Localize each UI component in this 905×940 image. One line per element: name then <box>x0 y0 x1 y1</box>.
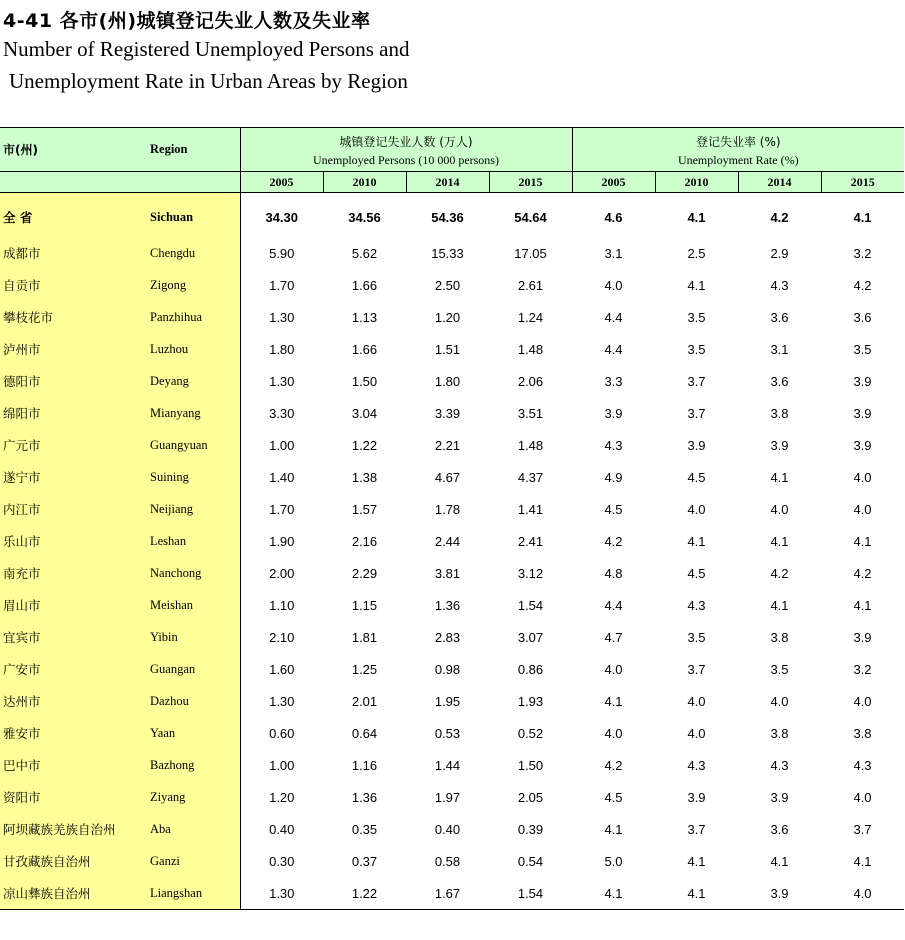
persons-value-2014: 1.80 <box>434 373 461 389</box>
persons-value-2014: 2.50 <box>434 277 461 293</box>
region-name-cn: 泸州市 <box>0 333 137 365</box>
table-row <box>0 781 904 813</box>
rate-value-2015: 3.6 <box>853 309 872 325</box>
rate-value-2010: 2.5 <box>687 245 706 261</box>
region-name-en: Leshan <box>137 525 240 557</box>
table-row <box>0 461 904 493</box>
persons-value-2010: 2.16 <box>351 533 378 549</box>
persons-value-2005: 1.30 <box>269 693 295 709</box>
region-name-cn: 全 省 <box>0 193 137 238</box>
rate-value-2010: 3.5 <box>687 309 706 325</box>
rate-value-2005: 4.4 <box>604 597 623 613</box>
rate-value-2014: 3.6 <box>770 309 789 325</box>
rate-value-2014: 3.9 <box>770 437 789 453</box>
header-year-rate-2015: 2015 <box>821 172 904 193</box>
header-year-persons-2014: 2014 <box>406 172 489 193</box>
rate-value-2005: 4.1 <box>604 693 623 709</box>
rate-value-2014: 3.6 <box>770 821 789 837</box>
persons-value-2010: 1.66 <box>351 277 378 293</box>
rate-value-2015: 4.1 <box>853 853 872 869</box>
persons-value-2005: 1.60 <box>269 661 295 677</box>
persons-value-2014: 1.20 <box>434 309 461 325</box>
rate-value-2015: 3.9 <box>853 629 872 645</box>
rate-value-2005: 4.4 <box>604 309 623 325</box>
persons-value-2015: 1.24 <box>517 309 544 325</box>
unemployment-table <box>0 127 904 910</box>
region-name-cn: 乐山市 <box>0 525 137 557</box>
region-name-cn: 自贡市 <box>0 269 137 301</box>
rate-value-2010: 3.7 <box>687 821 706 837</box>
region-name-cn: 南充市 <box>0 557 137 589</box>
rate-value-2010: 4.1 <box>687 209 706 225</box>
region-name-cn: 德阳市 <box>0 365 137 397</box>
persons-value-2014: 0.98 <box>434 661 461 677</box>
rate-value-2010: 3.9 <box>687 437 706 453</box>
persons-value-2015: 1.50 <box>517 757 544 773</box>
persons-value-2010: 1.13 <box>351 309 378 325</box>
rate-value-2014: 4.0 <box>770 693 789 709</box>
rate-value-2015: 4.1 <box>853 597 872 613</box>
table-row-total <box>0 193 904 238</box>
rate-value-2014: 4.1 <box>770 853 789 869</box>
rate-value-2005: 4.2 <box>604 757 623 773</box>
persons-value-2015: 4.37 <box>517 469 544 485</box>
header-year-rate-2010: 2010 <box>655 172 738 193</box>
rate-value-2010: 4.0 <box>687 501 706 517</box>
persons-value-2005: 0.30 <box>269 853 295 869</box>
header-persons-group-cn: 城镇登记失业人数 (万人) <box>240 128 572 151</box>
rate-value-2015: 4.0 <box>853 693 872 709</box>
rate-value-2005: 4.9 <box>604 469 623 485</box>
table-row <box>0 685 904 717</box>
table-header <box>0 128 904 193</box>
persons-value-2005: 1.00 <box>269 757 295 773</box>
region-name-en: Panzhihua <box>137 301 240 333</box>
persons-value-2015: 2.41 <box>517 533 544 549</box>
table-row <box>0 589 904 621</box>
rate-value-2005: 4.4 <box>604 341 623 357</box>
persons-value-2005: 1.80 <box>269 341 295 357</box>
persons-value-2010: 5.62 <box>351 245 378 261</box>
persons-value-2014: 1.44 <box>434 757 461 773</box>
persons-value-2014: 4.67 <box>434 469 461 485</box>
table-row <box>0 749 904 781</box>
region-name-cn: 遂宁市 <box>0 461 137 493</box>
persons-value-2014: 0.58 <box>434 853 461 869</box>
persons-value-2014: 15.33 <box>431 245 464 261</box>
rate-value-2015: 4.0 <box>853 789 872 805</box>
rate-value-2005: 3.9 <box>604 405 623 421</box>
persons-value-2015: 1.54 <box>517 597 544 613</box>
rate-value-2014: 3.8 <box>770 725 789 741</box>
header-region-cn: 市(州) <box>0 128 137 172</box>
rate-value-2014: 4.2 <box>770 565 789 581</box>
rate-value-2005: 4.2 <box>604 533 623 549</box>
region-name-cn: 广安市 <box>0 653 137 685</box>
persons-value-2005: 1.70 <box>269 501 295 517</box>
region-name-cn: 雅安市 <box>0 717 137 749</box>
region-name-en: Yibin <box>137 621 240 653</box>
rate-value-2015: 3.8 <box>853 725 872 741</box>
persons-value-2010: 1.81 <box>351 629 378 645</box>
persons-value-2005: 0.40 <box>269 821 295 837</box>
rate-value-2005: 4.7 <box>604 629 623 645</box>
persons-value-2005: 1.30 <box>240 877 323 910</box>
persons-value-2010: 2.01 <box>351 693 378 709</box>
region-name-cn: 资阳市 <box>0 781 137 813</box>
rate-value-2005: 4.0 <box>604 277 623 293</box>
persons-value-2015: 2.06 <box>517 373 544 389</box>
header-year-persons-2005: 2005 <box>240 172 323 193</box>
table-row <box>0 429 904 461</box>
rate-value-2005: 3.1 <box>604 245 623 261</box>
region-name-cn: 宜宾市 <box>0 621 137 653</box>
region-name-cn: 内江市 <box>0 493 137 525</box>
persons-value-2014: 1.95 <box>434 693 461 709</box>
table-row <box>0 301 904 333</box>
persons-value-2005: 2.00 <box>269 565 295 581</box>
rate-value-2010: 3.7 <box>687 405 706 421</box>
rate-value-2015: 4.1 <box>853 209 872 225</box>
table-row <box>0 813 904 845</box>
region-name-en: Sichuan <box>137 193 240 238</box>
header-persons-group-en: Unemployed Persons (10 000 persons) <box>240 150 572 172</box>
persons-value-2010: 1.22 <box>323 877 406 910</box>
rate-value-2015: 4.2 <box>853 565 872 581</box>
rate-value-2015: 3.5 <box>853 341 872 357</box>
region-name-en: Guangyuan <box>137 429 240 461</box>
rate-value-2010: 3.9 <box>687 789 706 805</box>
region-name-en: Ganzi <box>137 845 240 877</box>
rate-value-2015: 3.9 <box>853 405 872 421</box>
region-name-en: Yaan <box>137 717 240 749</box>
rate-value-2014: 3.6 <box>770 373 789 389</box>
persons-value-2014: 1.67 <box>406 877 489 910</box>
persons-value-2014: 1.97 <box>434 789 461 805</box>
region-name-en: Bazhong <box>137 749 240 781</box>
persons-value-2005: 34.30 <box>265 209 299 225</box>
table-row <box>0 397 904 429</box>
rate-value-2005: 4.1 <box>604 821 623 837</box>
table-body <box>0 193 904 910</box>
rate-value-2005: 4.5 <box>604 789 623 805</box>
region-name-cn: 成都市 <box>0 237 137 269</box>
persons-value-2014: 2.44 <box>434 533 461 549</box>
rate-value-2014: 3.8 <box>770 405 789 421</box>
rate-value-2005: 4.3 <box>604 437 623 453</box>
persons-value-2014: 54.36 <box>431 209 464 225</box>
persons-value-2015: 3.12 <box>517 565 544 581</box>
persons-value-2010: 1.38 <box>351 469 378 485</box>
persons-value-2014: 1.36 <box>434 597 461 613</box>
rate-value-2005: 4.5 <box>604 501 623 517</box>
table-row <box>0 557 904 589</box>
rate-value-2005: 4.0 <box>604 725 623 741</box>
rate-value-2010: 4.0 <box>687 693 706 709</box>
rate-value-2010: 4.3 <box>687 757 706 773</box>
persons-value-2005: 1.40 <box>269 469 295 485</box>
rate-value-2010: 4.5 <box>687 469 706 485</box>
persons-value-2005: 5.90 <box>269 245 295 261</box>
persons-value-2010: 1.22 <box>351 437 378 453</box>
rate-value-2005: 5.0 <box>604 853 623 869</box>
persons-value-2015: 3.51 <box>517 405 544 421</box>
region-name-en: Ziyang <box>137 781 240 813</box>
region-name-en: Guangan <box>137 653 240 685</box>
region-name-en: Suining <box>137 461 240 493</box>
rate-value-2005: 4.8 <box>604 565 623 581</box>
rate-value-2005: 4.0 <box>604 661 623 677</box>
header-year-rate-2014: 2014 <box>738 172 821 193</box>
rate-value-2010: 4.1 <box>655 877 738 910</box>
rate-value-2010: 3.5 <box>687 629 706 645</box>
region-name-cn: 阿坝藏族羌族自治州 <box>0 813 137 845</box>
rate-value-2010: 3.7 <box>687 661 706 677</box>
persons-value-2015: 3.07 <box>517 629 544 645</box>
persons-value-2005: 1.70 <box>269 277 295 293</box>
persons-value-2015: 54.64 <box>514 209 547 225</box>
persons-value-2010: 2.29 <box>351 565 378 581</box>
persons-value-2015: 1.41 <box>517 501 544 517</box>
region-name-en: Deyang <box>137 365 240 397</box>
rate-value-2014: 3.8 <box>770 629 789 645</box>
table-row <box>0 845 904 877</box>
rate-value-2014: 4.3 <box>770 277 789 293</box>
persons-value-2005: 2.10 <box>269 629 295 645</box>
persons-value-2005: 1.00 <box>269 437 295 453</box>
rate-value-2014: 4.2 <box>770 209 789 225</box>
table-row <box>0 653 904 685</box>
table-row <box>0 525 904 557</box>
persons-value-2005: 1.30 <box>269 373 295 389</box>
region-name-en: Mianyang <box>137 397 240 429</box>
persons-value-2015: 0.86 <box>517 661 544 677</box>
rate-value-2014: 4.1 <box>770 469 789 485</box>
header-blank-cn <box>0 172 137 193</box>
header-years-row <box>0 172 904 193</box>
rate-value-2010: 3.5 <box>687 341 706 357</box>
region-name-en: Nanchong <box>137 557 240 589</box>
region-name-en: Liangshan <box>137 877 240 910</box>
header-year-rate-2005: 2005 <box>572 172 655 193</box>
persons-value-2014: 3.81 <box>434 565 461 581</box>
header-rate-group-en: Unemployment Rate (%) <box>572 150 904 172</box>
region-name-cn: 广元市 <box>0 429 137 461</box>
region-name-cn: 达州市 <box>0 685 137 717</box>
table-title-en-line2: Unemployment Rate in Urban Areas by Region <box>9 69 408 93</box>
rate-value-2014: 4.0 <box>770 501 789 517</box>
persons-value-2015: 17.05 <box>514 245 547 261</box>
persons-value-2010: 1.57 <box>351 501 378 517</box>
table-row <box>0 333 904 365</box>
persons-value-2005: 3.30 <box>269 405 295 421</box>
rate-value-2010: 4.1 <box>687 533 706 549</box>
persons-value-2005: 1.20 <box>269 789 295 805</box>
header-blank-en <box>137 172 240 193</box>
rate-value-2015: 3.9 <box>853 437 872 453</box>
rate-value-2010: 4.5 <box>687 565 706 581</box>
rate-value-2015: 4.1 <box>853 533 872 549</box>
header-year-persons-2015: 2015 <box>489 172 572 193</box>
persons-value-2015: 1.48 <box>517 437 544 453</box>
region-name-en: Dazhou <box>137 685 240 717</box>
table-row <box>0 269 904 301</box>
table-row <box>0 717 904 749</box>
rate-value-2010: 4.3 <box>687 597 706 613</box>
region-name-en: Aba <box>137 813 240 845</box>
table-row <box>0 621 904 653</box>
rate-value-2015: 4.2 <box>853 277 872 293</box>
persons-value-2005: 0.60 <box>269 725 295 741</box>
rate-value-2014: 3.1 <box>770 341 789 357</box>
table-title-en-line1: Number of Registered Unemployed Persons and <box>3 37 410 61</box>
persons-value-2010: 1.25 <box>351 661 378 677</box>
persons-value-2014: 0.53 <box>434 725 461 741</box>
region-name-en: Meishan <box>137 589 240 621</box>
persons-value-2015: 0.52 <box>517 725 544 741</box>
rate-value-2005: 4.1 <box>572 877 655 910</box>
persons-value-2005: 1.90 <box>269 533 295 549</box>
persons-value-2010: 1.15 <box>351 597 378 613</box>
rate-value-2014: 4.1 <box>770 597 789 613</box>
persons-value-2014: 3.39 <box>434 405 461 421</box>
region-name-cn: 凉山彝族自治州 <box>0 877 137 910</box>
persons-value-2015: 2.05 <box>517 789 544 805</box>
persons-value-2010: 1.50 <box>351 373 378 389</box>
persons-value-2010: 0.35 <box>351 821 378 837</box>
persons-value-2010: 1.16 <box>351 757 378 773</box>
header-year-persons-2010: 2010 <box>323 172 406 193</box>
header-region-en: Region <box>137 128 240 172</box>
persons-value-2010: 1.66 <box>351 341 378 357</box>
rate-value-2015: 4.0 <box>853 469 872 485</box>
region-name-en: Chengdu <box>137 237 240 269</box>
rate-value-2014: 4.1 <box>770 533 789 549</box>
persons-value-2014: 1.78 <box>434 501 461 517</box>
table-row <box>0 877 904 910</box>
persons-value-2014: 1.51 <box>434 341 461 357</box>
rate-value-2010: 4.0 <box>687 725 706 741</box>
region-name-cn: 甘孜藏族自治州 <box>0 845 137 877</box>
table-row <box>0 365 904 397</box>
rate-value-2010: 3.7 <box>687 373 706 389</box>
persons-value-2010: 0.37 <box>351 853 378 869</box>
rate-value-2014: 3.5 <box>770 661 789 677</box>
region-name-en: Zigong <box>137 269 240 301</box>
rate-value-2015: 4.0 <box>853 501 872 517</box>
persons-value-2010: 3.04 <box>351 405 378 421</box>
rate-value-2014: 4.3 <box>770 757 789 773</box>
region-name-en: Luzhou <box>137 333 240 365</box>
rate-value-2014: 3.9 <box>770 789 789 805</box>
rate-value-2015: 4.0 <box>821 877 904 910</box>
persons-value-2015: 1.93 <box>517 693 544 709</box>
persons-value-2015: 0.54 <box>517 853 544 869</box>
region-name-en: Neijiang <box>137 493 240 525</box>
persons-value-2010: 1.36 <box>351 789 378 805</box>
table-title-cn: 4-41 各市(州)城镇登记失业人数及失业率 <box>3 10 371 32</box>
rate-value-2010: 4.1 <box>687 277 706 293</box>
persons-value-2005: 1.10 <box>269 597 295 613</box>
table-row <box>0 237 904 269</box>
region-name-cn: 巴中市 <box>0 749 137 781</box>
persons-value-2010: 34.56 <box>348 209 381 225</box>
rate-value-2015: 3.2 <box>853 245 872 261</box>
table-row <box>0 493 904 525</box>
rate-value-2005: 3.3 <box>604 373 623 389</box>
persons-value-2010: 0.64 <box>351 725 378 741</box>
region-name-cn: 攀枝花市 <box>0 301 137 333</box>
rate-value-2015: 3.9 <box>853 373 872 389</box>
rate-value-2005: 4.6 <box>604 209 623 225</box>
persons-value-2015: 1.54 <box>489 877 572 910</box>
header-rate-group-cn: 登记失业率 (%) <box>572 128 904 151</box>
rate-value-2015: 4.3 <box>853 757 872 773</box>
persons-value-2014: 2.83 <box>434 629 461 645</box>
persons-value-2015: 1.48 <box>517 341 544 357</box>
persons-value-2015: 2.61 <box>517 277 544 293</box>
persons-value-2015: 0.39 <box>517 821 544 837</box>
rate-value-2015: 3.7 <box>853 821 872 837</box>
persons-value-2014: 2.21 <box>434 437 461 453</box>
rate-value-2010: 4.1 <box>687 853 706 869</box>
persons-value-2005: 1.30 <box>269 309 295 325</box>
region-name-cn: 眉山市 <box>0 589 137 621</box>
rate-value-2015: 3.2 <box>853 661 872 677</box>
rate-value-2014: 3.9 <box>738 877 821 910</box>
persons-value-2014: 0.40 <box>434 821 461 837</box>
region-name-cn: 绵阳市 <box>0 397 137 429</box>
rate-value-2014: 2.9 <box>770 245 789 261</box>
